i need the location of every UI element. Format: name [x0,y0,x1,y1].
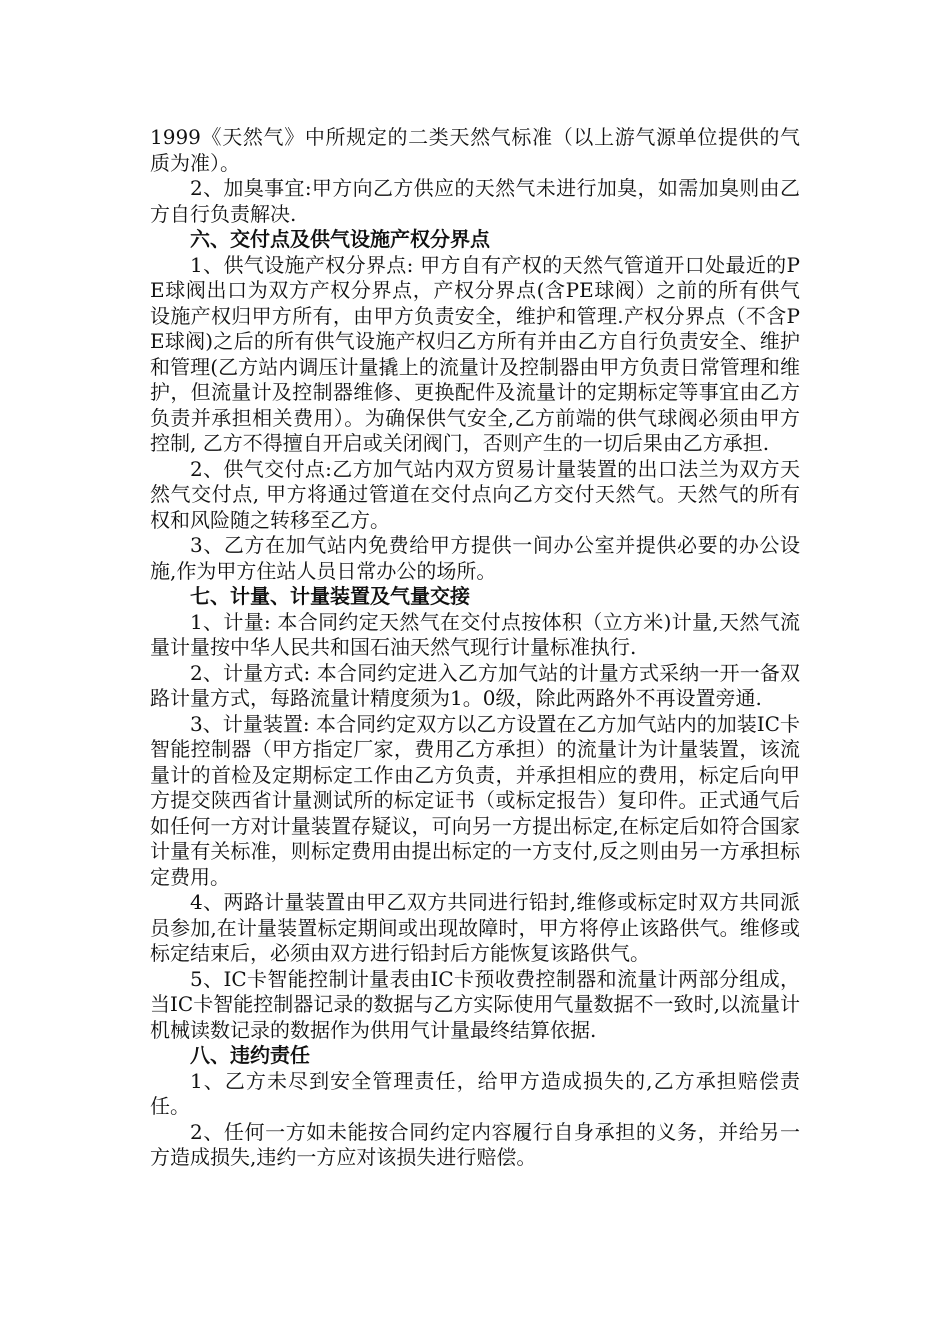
paragraph-continued: 1999《天然气》中所规定的二类天然气标准（以上游气源单位提供的气质为准）。 [150,125,800,175]
document-page [150,125,800,1171]
paragraph-7-2: 2、计量方式: 本合同约定进入乙方加气站的计量方式采纳一开一备双路计量方式，每路流量计精度须为1。0级，除此两路外不再设置旁通. [150,660,800,710]
paragraph-6-3: 3、乙方在加气站内免费给甲方提供一间办公室并提供必要的办公设施,作为甲方住站人员日常办公的场所。 [150,533,800,583]
paragraph-7-3: 3、计量装置: 本合同约定双方以乙方设置在乙方加气站内的加装IC卡智能控制器（甲方指定厂家，费用乙方承担）的流量计为计量装置，该流量计的首检及定期标定工作由乙方负责，并承担相应的费用，标定后向甲方提交陕西省计量测试所的标定证书（或标定报告）复印件。正式通气后如任何一方对计量装置存疑议，可向另一方提出标定,在标定后如符合国家计量有关标准，则标定费用由提出标定的一方支付,反之则由另一方承担标定费用。 [150,711,800,889]
paragraph-7-4: 4、两路计量装置由甲乙双方共同进行铅封,维修或标定时双方共同派员参加,在计量装置标定期间或出现故障时，甲方将停止该路供气。维修或标定结束后，必须由双方进行铅封后方能恢复该路供气。 [150,890,800,965]
paragraph-6-1: 1、供气设施产权分界点: 甲方自有产权的天然气管道开口处最近的PE球阀出口为双方产权分界点，产权分界点(含PE球阀）之前的所有供气设施产权归甲方所有，由甲方负责安全，维护和管理.产权分界点（不含PE球阀)之后的所有供气设施产权归乙方所有并由乙方自行负责安全、维护和管理(乙方站内调压计量撬上的流量计及控制器由甲方负责日常管理和维护，但流量计及控制器维修、更换配件及流量计的定期标定等事宜由乙方负责并承担相关费用）。为确保供气安全,乙方前端的供气球阀必须由甲方控制, 乙方不得擅自开启或关闭阀门，否则产生的一切后果由乙方承担. [150,252,800,455]
paragraph-7-5: 5、IC卡智能控制计量表由IC卡预收费控制器和流量计两部分组成，当IC卡智能控制器记录的数据与乙方实际使用气量数据不一致时,以流量计机械读数记录的数据作为供用气计量最终结算依据. [150,966,800,1042]
paragraph-odor: 2、加臭事宜:甲方向乙方供应的天然气未进行加臭，如需加臭则由乙方自行负责解决. [150,176,800,226]
paragraph-6-2: 2、供气交付点:乙方加气站内双方贸易计量装置的出口法兰为双方天然气交付点, 甲方将通过管道在交付点向乙方交付天然气。天然气的所有权和风险随之转移至乙方。 [150,456,800,532]
section-heading-6: 六、交付点及供气设施产权分界点 [190,227,490,251]
section-heading-8: 八、违约责任 [190,1043,310,1067]
section-heading-7: 七、计量、计量装置及气量交接 [190,584,470,608]
paragraph-8-1: 1、乙方未尽到安全管理责任，给甲方造成损失的,乙方承担赔偿责任。 [150,1068,800,1118]
paragraph-8-2: 2、任何一方如未能按合同约定内容履行自身承担的义务，并给另一方造成损失,违约一方应对该损失进行赔偿。 [150,1119,800,1169]
paragraph-7-1: 1、计量: 本合同约定天然气在交付点按体积（立方米)计量,天然气流量计量按中华人民共和国石油天然气现行计量标准执行. [150,609,800,659]
